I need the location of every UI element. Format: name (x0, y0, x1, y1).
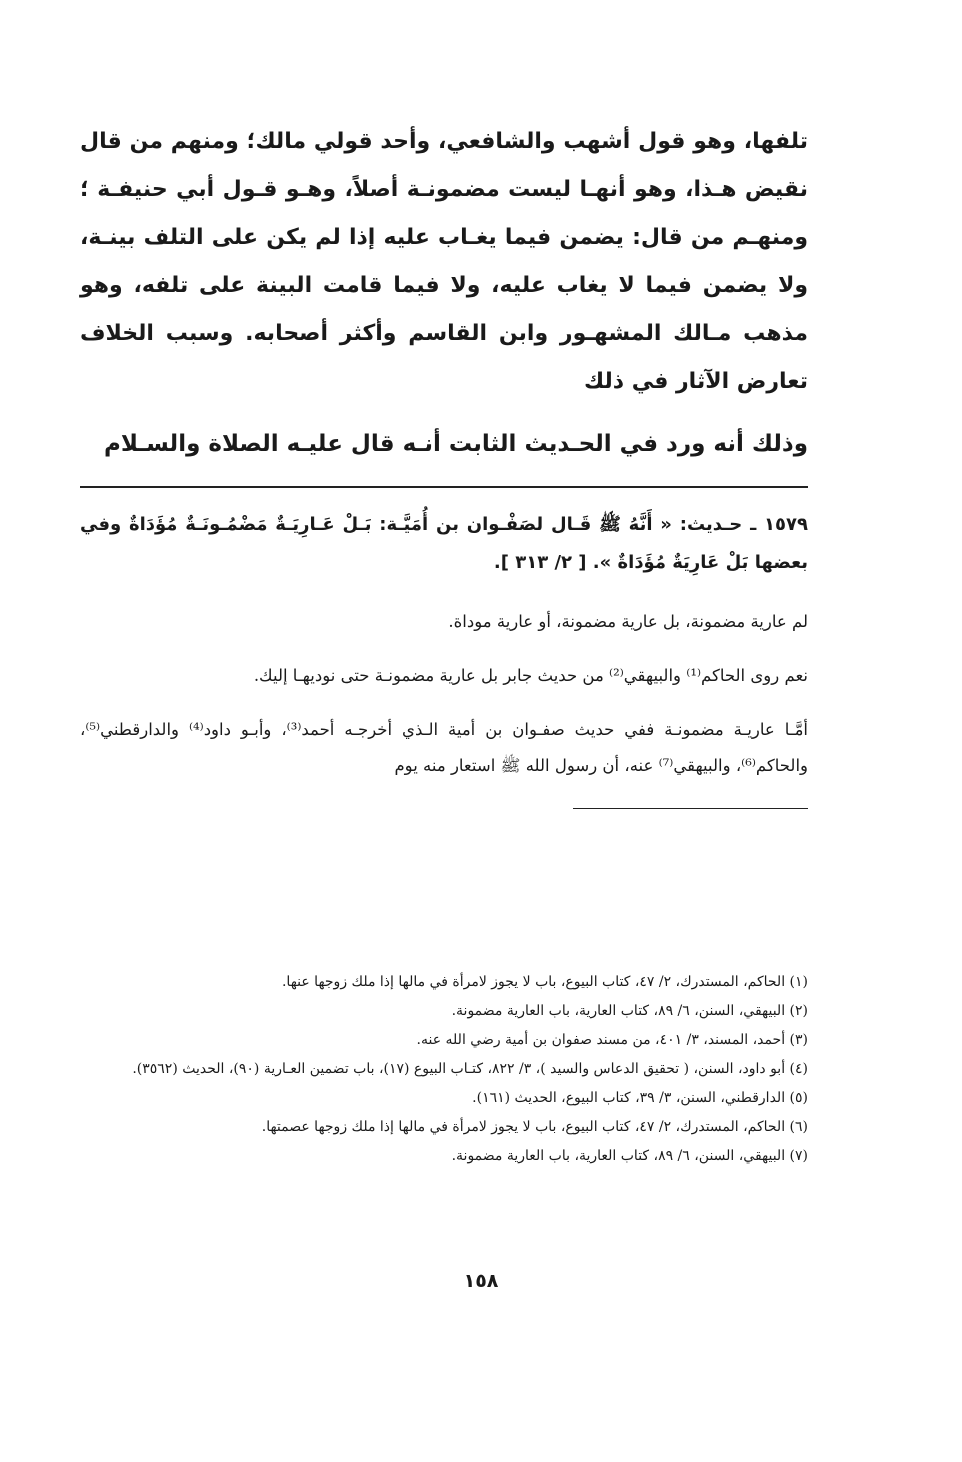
commentary-paragraph: أمَّـا عاريـة مضمونـة ففي حديث صفـوان بن أمية الـذي أخرجـه أحمد⁽³⁾، وأبـو داود⁽⁴⁾ والدارقطني⁽⁵⁾، والحاكم⁽⁶⁾، والبيهقي⁽⁷⁾ عنه، أن رسول الله ﷺ استعار منه يوم (80, 720, 808, 775)
footnote: (٦) الحاكم، المستدرك، ٢/ ٤٧، كتاب البيوع، باب لا يجوز لامرأة في مالها إذا ملك زوجها عصمتها. (261, 1119, 808, 1135)
quoted-paragraph: تلفها، وهو قول أشهب والشافعي، وأحد قولي مالك؛ ومنهم من قال نقيض هـذا، وهو أنهـا ليست مضمونـة أصلاً، وهـو قـول أبي حنيفـة ؛ ومنهـم من قال: يضمن فيما يغـاب عليه إذا لم يكن على التلف بينـة، ولا يضمن فيما لا يغاب عليه، ولا فيما قامت البينة على تلفه، وهو مذهب مـالك المشهـور وابن القاسم وأكثر أصحابه. وسبب الخلاف تعارض الآثار في ذلك (80, 129, 808, 394)
footnote: (٢) البيهقي، السنن، ٦/ ٨٩، كتاب العارية، باب العارية مضمونة. (451, 1003, 808, 1019)
footnote: (٤) أبو داود، السنن، ( تحقيق الدعاس والسيد )، ٣/ ٨٢٢، كتـاب البيوع (١٧)، باب تضمين العـارية (٩٠)، الحديث (٣٥٦٢). (132, 1061, 808, 1077)
commentary-paragraph: نعم روى الحاكم⁽¹⁾ والبيهقي⁽²⁾ من حديث جابر بل عارية مضمونـة حتى نوديهـا إليك. (253, 666, 808, 685)
footnote: (٥) الدارقطني، السنن، ٣/ ٣٩، كتاب البيوع، الحديث (١٦١). (472, 1090, 808, 1106)
page-number: ١٥٨ (463, 1270, 499, 1292)
quoted-last-line: وذلك أنه ورد في الحـديث الثابت أنـه قال عليـه الصلاة والسـلام (103, 431, 808, 457)
footnotes (80, 968, 808, 1171)
page-body (80, 118, 808, 809)
footnote-divider (573, 808, 808, 809)
footnote: (١) الحاكم، المستدرك، ٢/ ٤٧، كتاب البيوع، باب لا يجوز لامرأة في مالها إذا ملك زوجها عنها. (281, 974, 808, 990)
footnote: (٣) أحمد، المسند، ٣/ ٤٠١، من مسند صفوان بن أمية رضي الله عنه. (416, 1032, 808, 1048)
commentary-paragraph: لم عارية مضمونة، بل عارية مضمونة، أو عارية موداة. (448, 612, 808, 631)
section-divider (80, 486, 808, 488)
footnote: (٧) البيهقي، السنن، ٦/ ٨٩، كتاب العارية، باب العارية مضمونة. (451, 1148, 808, 1164)
hadith-entry: ١٥٧٩ ـ حـديث: « أَنَّهُ ﷺ قَـال لصَفْـوان بن أُمَيَّـة: بَـلْ عَـارِيَـةٌ مَضْمُـونَـةٌ مُؤَدَاةٌ وفي بعضها بَلْ عَارِيَةٌ مُؤَدَاةٌ ». [ ٢/ ٣١٣ ]. (80, 514, 808, 573)
